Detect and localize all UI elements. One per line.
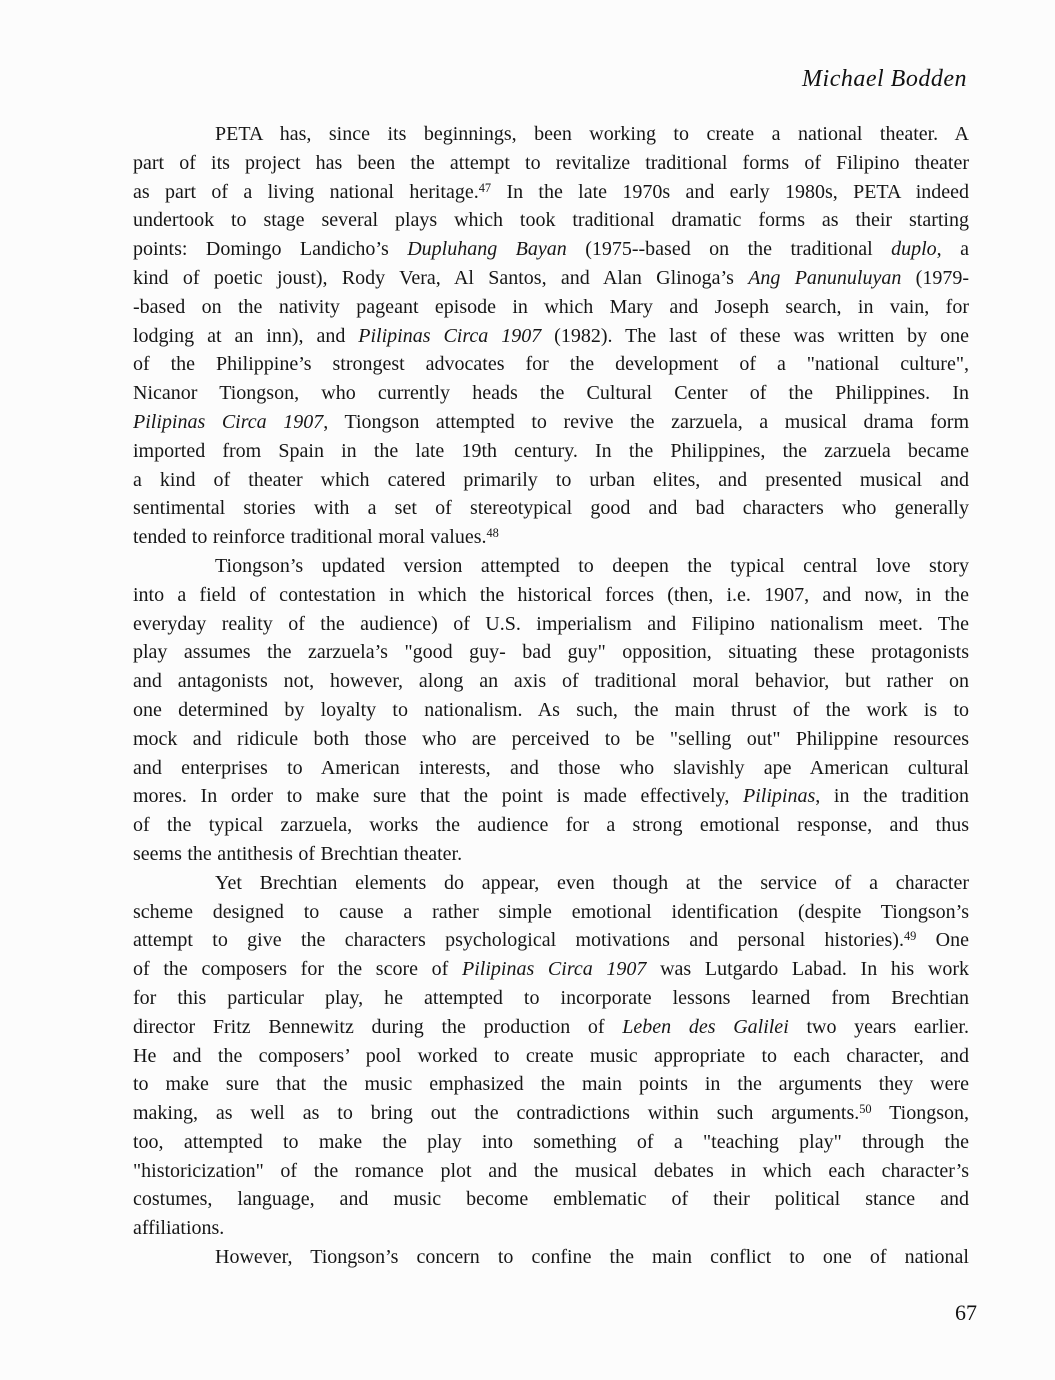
text-line: into a field of contestation in which the historical forces (then, i.e. 1907, and now, in the — [133, 583, 969, 606]
text-line: director Fritz Bennewitz during the production of Leben des Galilei two years earlier. — [133, 1015, 969, 1038]
text-line: play assumes the zarzuela’s "good guy- bad guy" opposition, situating these protagonists — [133, 641, 969, 664]
text-line: Nicanor Tiongson, who currently heads the Cultural Center of the Philippines. In — [133, 382, 969, 405]
text-line: making, as well as to bring out the contradictions within such arguments.$^{50}$ Tiongson, — [133, 1102, 969, 1125]
text-line: tended to reinforce traditional moral values.$^{48}$ — [133, 526, 499, 549]
footnote-reference: 50 — [859, 1102, 872, 1117]
text-line: Pilipinas Circa 1907, Tiongson attempted to revive the zarzuela, a musical drama form — [133, 410, 969, 433]
text-line: for this particular play, he attempted to incorporate lessons learned from Brechtian — [133, 986, 969, 1009]
text-line: -based on the nativity pageant episode in which Mary and Joseph search, in vain, for — [133, 295, 969, 318]
text-line: as part of a living national heritage.$^{47}$ In the late 1970s and early 1980s, PETA indeed — [133, 180, 969, 203]
text-line: "historicization" of the romance plot and the musical debates in which each character’s — [133, 1159, 969, 1182]
text-line: costumes, language, and music become emblematic of their political stance and — [133, 1188, 969, 1211]
text-line: seems the antithesis of Brechtian theater. — [133, 842, 463, 865]
text-line: undertook to stage several plays which took traditional dramatic forms as their starting — [133, 209, 969, 232]
footnote-reference: 47 — [478, 180, 492, 195]
text-line: to make sure that the music emphasized the main points in the arguments they were — [133, 1073, 969, 1096]
text-line: of the composers for the score of Pilipinas Circa 1907 was Lutgardo Labad. In his work — [133, 958, 969, 981]
paragraph — [133, 1243, 969, 1272]
text-line: Yet Brechtian elements do appear, even though at the service of a character — [215, 871, 969, 894]
text-line: PETA has, since its beginnings, been working to create a national theater. A — [215, 123, 969, 145]
text-line: points: Domingo Landicho’s Dupluhang Bayan (1975--based on the traditional duplo, a — [133, 238, 969, 261]
text-line: a kind of theater which catered primarily to urban elites, and presented musical and — [133, 468, 969, 491]
text-line: mores. In order to make sure that the point is made effectively, Pilipinas, in the tradition — [133, 785, 969, 808]
text-line: Tiongson’s updated version attempted to deepen the typical central love story — [215, 554, 969, 577]
text-line: However, Tiongson’s concern to confine the main conflict to one of national — [215, 1246, 969, 1269]
paragraph — [133, 552, 969, 869]
text-line: part of its project has been the attempt to revitalize traditional forms of Filipino theater — [133, 151, 969, 174]
text-line: kind of poetic joust), Rody Vera, Al Santos, and Alan Glinoga’s Ang Panunuluyan (1979- — [133, 266, 969, 289]
text-line: of the Philippine’s strongest advocates for the development of a "national culture", — [133, 353, 969, 376]
text-line: imported from Spain in the late 19th century. In the Philippines, the zarzuela became — [133, 439, 969, 462]
text-line: lodging at an inn), and Pilipinas Circa 1907 (1982). The last of these was written by one — [133, 324, 969, 347]
paragraph — [133, 120, 969, 552]
text-line: scheme designed to cause a rather simple emotional identification (despite Tiongson’s — [133, 900, 969, 923]
text-line: everyday reality of the audience) of U.S. imperialism and Filipino nationalism meet. The — [133, 612, 969, 635]
text-line: and antagonists not, however, along an axis of traditional moral behavior, but rather on — [133, 670, 969, 693]
text-line: attempt to give the characters psychological motivations and personal histories).$^{49}$ One — [133, 929, 969, 952]
text-line: one determined by loyalty to nationalism. As such, the main thrust of the work is to — [133, 698, 969, 721]
text-line: He and the composers’ pool worked to create music appropriate to each character, and — [133, 1044, 969, 1067]
text-line: and enterprises to American interests, and those who slavishly ape American cultural — [133, 756, 969, 779]
text-line: of the typical zarzuela, works the audience for a strong emotional response, and thus — [133, 814, 969, 837]
footnote-reference: 48 — [486, 526, 499, 541]
page-body — [133, 120, 969, 1272]
text-line: affiliations. — [133, 1217, 225, 1240]
footnote-reference: 49 — [903, 929, 917, 944]
text-line: too, attempted to make the play into something of a "teaching play" through the — [133, 1130, 969, 1153]
text-line: sentimental stories with a set of stereotypical good and bad characters who generally — [133, 497, 969, 520]
page-number: 67 — [955, 1300, 977, 1325]
text-line: mock and ridicule both those who are perceived to be "selling out" Philippine resources — [133, 727, 969, 750]
paragraph — [133, 869, 969, 1243]
running-head-author: Michael Bodden — [802, 66, 967, 92]
